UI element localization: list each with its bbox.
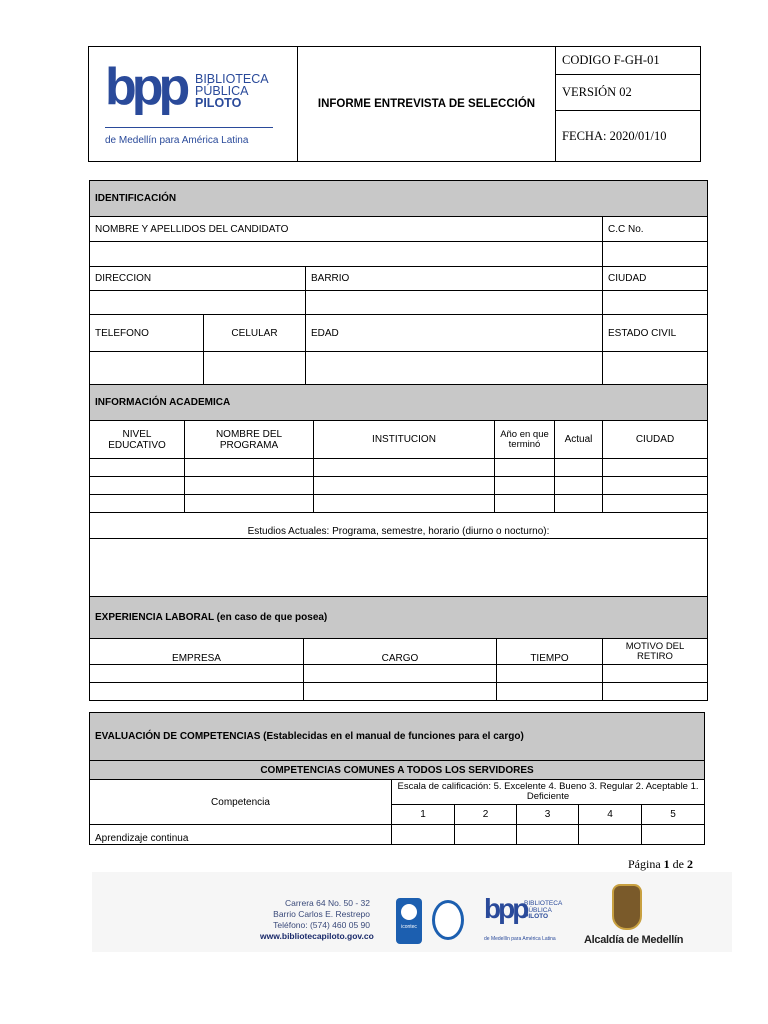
full-name-field[interactable] <box>90 242 603 267</box>
academic-cell[interactable] <box>314 459 495 477</box>
academic-cell[interactable] <box>90 477 185 495</box>
rating-cell[interactable] <box>642 825 705 845</box>
academic-cell[interactable] <box>185 477 314 495</box>
address-label: DIRECCION <box>90 267 306 291</box>
academic-cell[interactable] <box>90 495 185 513</box>
scale-value-1: 1 <box>392 805 455 825</box>
experience-cell[interactable] <box>304 683 497 701</box>
scale-value-4: 4 <box>579 805 642 825</box>
city-label: CIUDAD <box>603 267 708 291</box>
academic-cell[interactable] <box>314 477 495 495</box>
phone-field[interactable] <box>90 352 204 385</box>
full-name-label: NOMBRE Y APELLIDOS DEL CANDIDATO <box>90 217 603 242</box>
icontec-badge-icon: icontec <box>396 898 422 944</box>
academic-cell[interactable] <box>555 459 603 477</box>
academic-row <box>90 495 708 513</box>
experience-col-time: TIEMPO <box>497 639 603 665</box>
academic-cell[interactable] <box>495 477 555 495</box>
competencies-section-title: EVALUACIÓN DE COMPETENCIAS (Establecidas en el manual de funciones para el cargo) <box>90 713 705 761</box>
academic-col-year: Año en que terminó <box>495 421 555 459</box>
academic-cell[interactable] <box>185 495 314 513</box>
rating-cell[interactable] <box>517 825 579 845</box>
experience-cell[interactable] <box>304 665 497 683</box>
neighborhood-field[interactable] <box>306 291 603 315</box>
footer-website: www.bibliotecapiloto.gov.co <box>260 931 374 941</box>
document-version: VERSIÓN 02 <box>556 75 701 111</box>
page-footer: Carrera 64 No. 50 - 32 Barrio Carlos E. Restrepo Teléfono: (574) 460 05 90 www.bibliotecapiloto.gov.co icontec bpp BIBLIOTECA PÚBLICA PILOTO de Medellín para América Latina Alcaldía de Medellín <box>92 872 732 952</box>
experience-col-reason: MOTIVO DEL RETIRO <box>603 639 708 665</box>
academic-cell[interactable] <box>555 495 603 513</box>
document-header <box>88 46 701 162</box>
iqnet-seal-icon <box>432 900 464 940</box>
cc-label: C.C No. <box>603 217 708 242</box>
document-code: CODIGO F-GH-01 <box>556 47 701 75</box>
academic-col-program: NOMBRE DEL PROGRAMA <box>185 421 314 459</box>
identification-section-title: IDENTIFICACIÓN <box>90 181 708 217</box>
academic-cell[interactable] <box>603 495 708 513</box>
marital-status-label: ESTADO CIVIL <box>603 315 708 352</box>
experience-cell[interactable] <box>497 683 603 701</box>
document-title: INFORME ENTREVISTA DE SELECCIÓN <box>298 47 556 162</box>
document-date: FECHA: 2020/01/10 <box>556 111 701 162</box>
experience-col-position: CARGO <box>304 639 497 665</box>
logo-subtitle: de Medellín para América Latina <box>105 135 249 146</box>
experience-col-company: EMPRESA <box>90 639 304 665</box>
institution-logo <box>89 47 298 162</box>
experience-cell[interactable] <box>603 683 708 701</box>
academic-section-title: INFORMACIÓN ACADEMICA <box>90 385 708 421</box>
academic-cell[interactable] <box>495 495 555 513</box>
competencies-table <box>89 712 705 845</box>
rating-cell[interactable] <box>455 825 517 845</box>
footer-address: Carrera 64 No. 50 - 32 Barrio Carlos E. Restrepo Teléfono: (574) 460 05 90 www.bibliotecapiloto.gov.co <box>260 898 374 941</box>
age-label: EDAD <box>306 315 603 352</box>
academic-cell[interactable] <box>495 459 555 477</box>
academic-cell[interactable] <box>185 459 314 477</box>
bpp-logo-mark: bpp <box>105 58 186 116</box>
cc-field[interactable] <box>603 242 708 267</box>
logo-divider <box>105 127 273 128</box>
scale-value-5: 5 <box>642 805 705 825</box>
candidate-form <box>89 180 708 701</box>
experience-row <box>90 665 708 683</box>
academic-cell[interactable] <box>90 459 185 477</box>
academic-col-current: Actual <box>555 421 603 459</box>
rating-cell[interactable] <box>579 825 642 845</box>
city-field[interactable] <box>603 291 708 315</box>
neighborhood-label: BARRIO <box>306 267 603 291</box>
experience-cell[interactable] <box>497 665 603 683</box>
academic-cell[interactable] <box>603 459 708 477</box>
academic-col-level: NIVEL EDUCATIVO <box>90 421 185 459</box>
current-studies-field[interactable] <box>90 539 708 597</box>
experience-cell[interactable] <box>603 665 708 683</box>
logo-name: BIBLIOTECA PÚBLICA PILOTO <box>195 72 269 110</box>
experience-section-title: EXPERIENCIA LABORAL (en caso de que posea) <box>90 597 708 639</box>
academic-col-city: CIUDAD <box>603 421 708 459</box>
page-number: Página 1 de 2 <box>628 857 693 871</box>
scale-value-3: 3 <box>517 805 579 825</box>
rating-cell[interactable] <box>392 825 455 845</box>
academic-cell[interactable] <box>603 477 708 495</box>
mobile-field[interactable] <box>204 352 306 385</box>
experience-cell[interactable] <box>90 665 304 683</box>
phone-label: TELEFONO <box>90 315 204 352</box>
rating-scale-label: Escala de calificación: 5. Excelente 4. Bueno 3. Regular 2. Aceptable 1. Deficiente <box>392 780 705 805</box>
academic-cell[interactable] <box>314 495 495 513</box>
scale-value-2: 2 <box>455 805 517 825</box>
current-studies-label: Estudios Actuales: Programa, semestre, horario (diurno o nocturno): <box>90 513 708 539</box>
academic-row <box>90 477 708 495</box>
competence-col-label: Competencia <box>90 780 392 825</box>
experience-row <box>90 683 708 701</box>
academic-cell[interactable] <box>555 477 603 495</box>
competencies-subtitle: COMPETENCIAS COMUNES A TODOS LOS SERVIDORES <box>90 761 705 780</box>
experience-cell[interactable] <box>90 683 304 701</box>
municipality-name: Alcaldía de Medellín <box>584 934 684 946</box>
mobile-label: CELULAR <box>204 315 306 352</box>
competence-name: Aprendizaje continua <box>90 825 392 845</box>
competence-row <box>90 825 705 845</box>
academic-col-institution: INSTITUCION <box>314 421 495 459</box>
marital-status-field[interactable] <box>603 352 708 385</box>
age-field[interactable] <box>306 352 603 385</box>
address-field[interactable] <box>90 291 306 315</box>
medellin-shield-icon <box>612 884 642 930</box>
academic-row <box>90 459 708 477</box>
